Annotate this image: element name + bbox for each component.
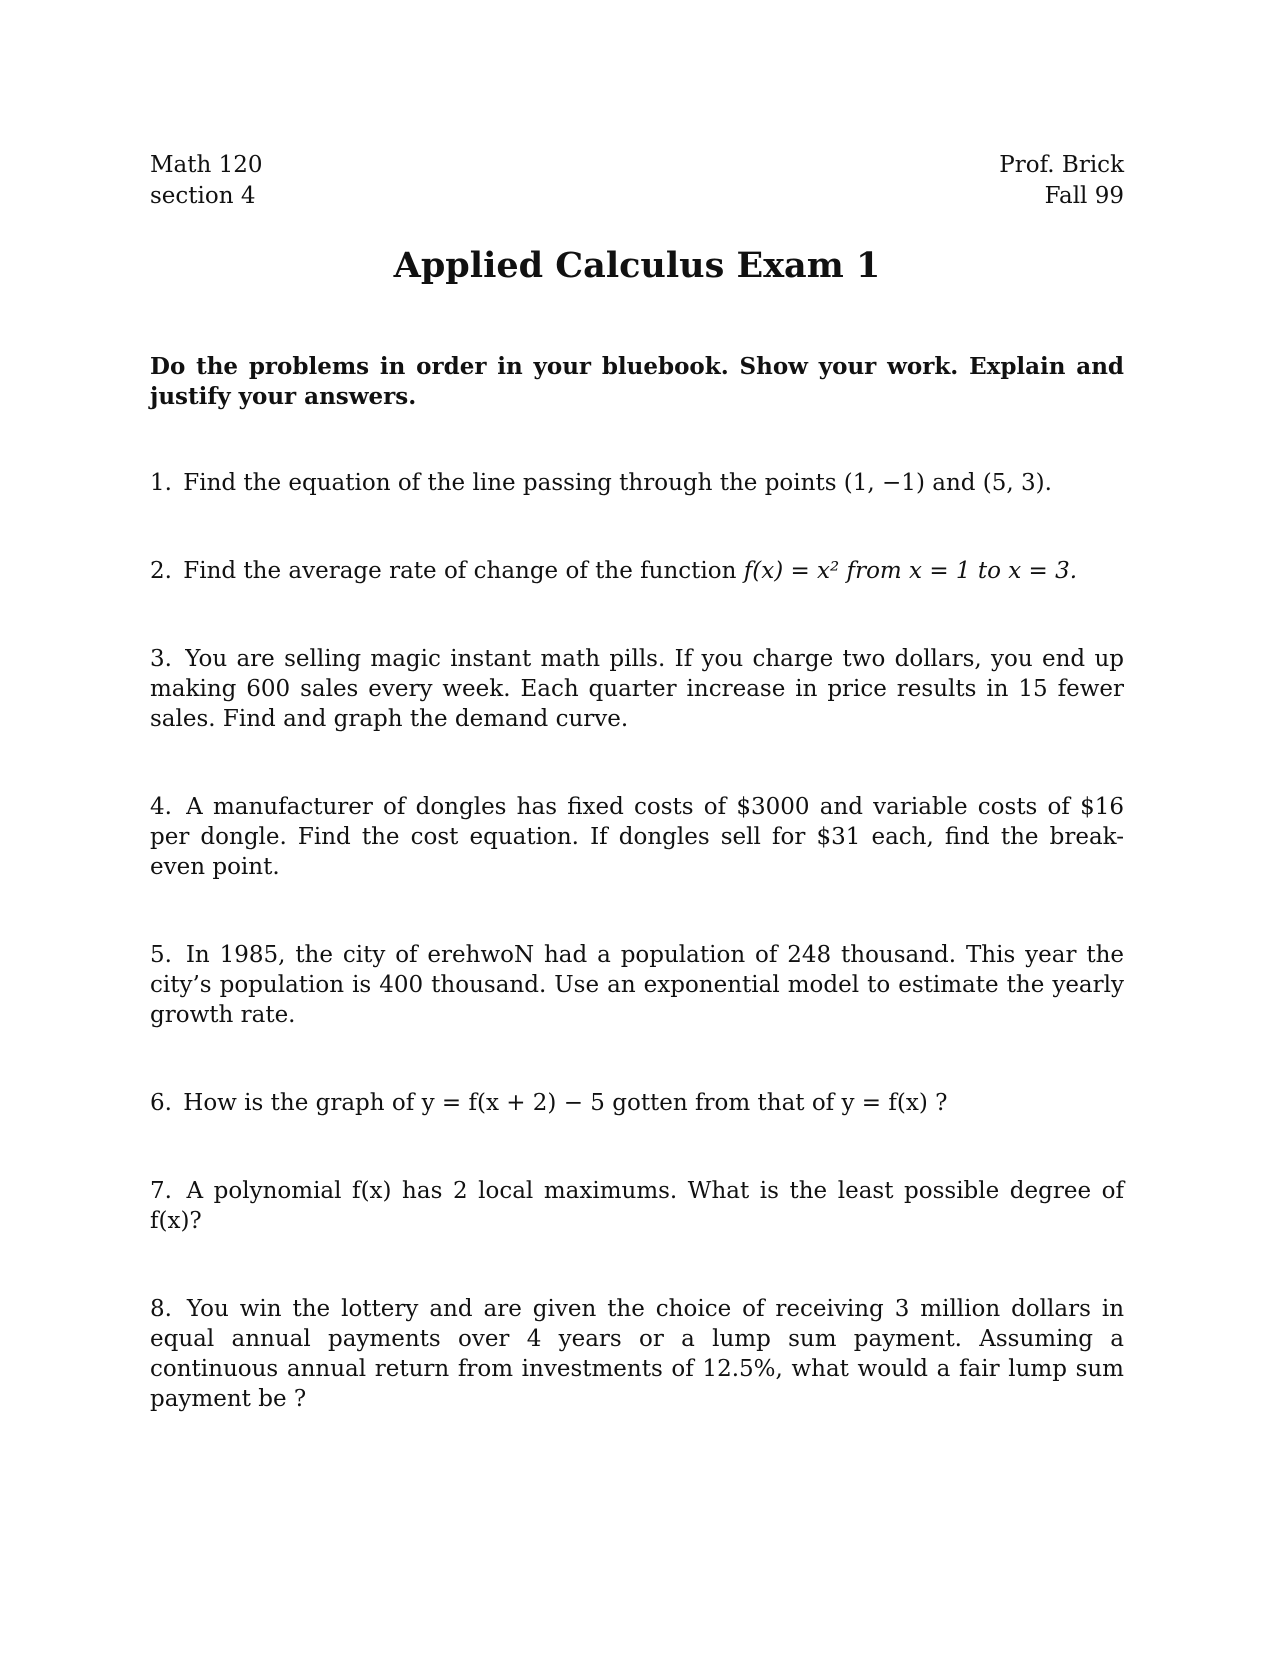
problem-math: f(x) = x² from x = 1 to x = 3. (743, 558, 1078, 584)
problem-number: 3. (150, 646, 172, 672)
header-right (999, 150, 1124, 212)
instructions: Do the problems in order in your bluebook. Show your work. Explain and justify your answers. (150, 353, 1124, 410)
exam-title: Applied Calculus Exam 1 (393, 245, 881, 286)
problem-text: How is the graph of y = f(x + 2) − 5 gotten from that of y = f(x) ? (183, 1090, 948, 1116)
problem-5 (150, 940, 1124, 1030)
problem-4 (150, 792, 1124, 882)
course-name: Math 120 (150, 152, 263, 178)
problem-7 (150, 1176, 1124, 1236)
section-number: section 4 (150, 183, 256, 209)
problem-number: 6. (150, 1090, 172, 1116)
problem-text: Find the equation of the line passing through the points (1, −1) and (5, 3). (183, 470, 1052, 496)
professor-name: Prof. Brick (999, 152, 1124, 178)
problem-1 (150, 468, 1124, 498)
problem-number: 7. (150, 1178, 172, 1204)
problem-number: 8. (150, 1296, 172, 1322)
problem-3 (150, 644, 1124, 734)
problem-8 (150, 1294, 1124, 1414)
problem-text: A manufacturer of dongles has fixed costs of $3000 and variable costs of $16 per dongle. Find the cost equation. If dongles sell for $31 each, find the break-even point. (150, 794, 1125, 880)
problem-number: 5. (150, 942, 172, 968)
problem-text: You win the lottery and are given the choice of receiving 3 million dollars in equal annual payments over 4 years or a lump sum payment. Assuming a continuous annual return from investments of 12.5%, what would a fair lump sum payment be ? (150, 1296, 1125, 1412)
problem-6 (150, 1088, 1124, 1118)
problem-text: Find the average rate of change of the function (183, 558, 744, 584)
problem-2 (150, 556, 1124, 586)
problem-text: You are selling magic instant math pills. If you charge two dollars, you end up making 600 sales every week. Each quarter increase in price results in 15 fewer sales. Find and graph the demand curve. (150, 646, 1125, 732)
problem-number: 2. (150, 558, 172, 584)
problem-text: A polynomial f(x) has 2 local maximums. What is the least possible degree of f(x)? (150, 1178, 1124, 1234)
problem-text: In 1985, the city of erehwoN had a population of 248 thousand. This year the city’s population is 400 thousand. Use an exponential model to estimate the yearly growth rate. (150, 942, 1125, 1028)
header (150, 150, 1124, 212)
header-left (150, 150, 263, 212)
problem-number: 4. (150, 794, 172, 820)
term: Fall 99 (1044, 183, 1124, 209)
exam-page (150, 150, 1124, 1472)
problem-list (150, 468, 1124, 1414)
problem-number: 1. (150, 470, 172, 496)
